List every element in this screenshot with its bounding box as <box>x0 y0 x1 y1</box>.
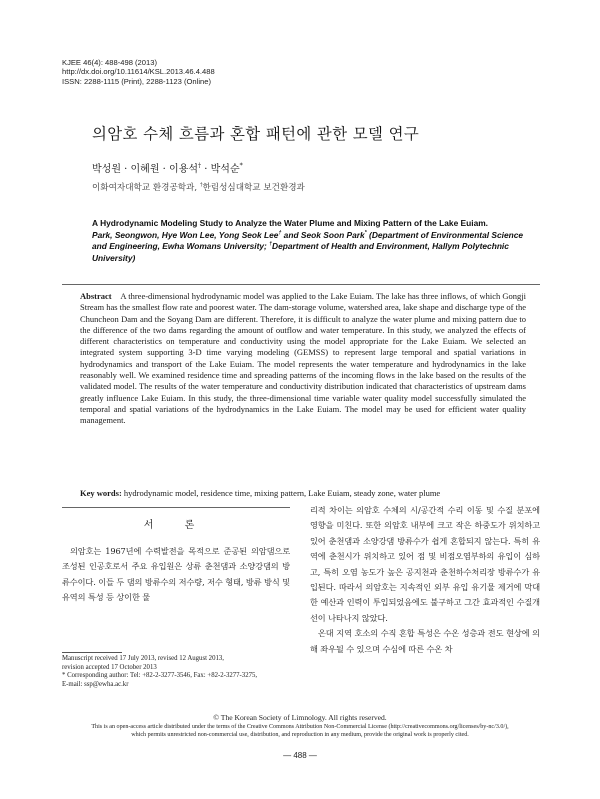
license-line: which permits unrestricted non-commercial use, distribution, and reproduction in any medium, provide the original work is properly cited. <box>131 732 469 739</box>
footnote-line: E-mail: ssp@ewha.ac.kr <box>62 680 129 688</box>
intro-top-rule <box>62 507 290 508</box>
paper-title-english: A Hydrodynamic Modeling Study to Analyze the Water Plume and Mixing Pattern of the Lake Euiam. <box>92 218 489 228</box>
doi-link[interactable]: http://dx.doi.org/10.11614/KSL.2013.46.4.488 <box>62 67 215 77</box>
author-names: 박성원 · 이혜원 · 이용석 <box>92 164 199 175</box>
footnote <box>62 655 302 689</box>
corresponding-mark: * <box>239 162 243 170</box>
issn-line: ISSN: 2288-1115 (Print), 2288-1123 (Online) <box>62 76 212 86</box>
authors-english <box>92 230 532 265</box>
dagger-mark: † <box>198 162 202 170</box>
intro-paragraph-continued: 리적 차이는 의암호 수체의 시/공간적 수리 이동 및 수질 분포에 영향을 미친다. 또한 의암호 내부에 크고 작은 하중도가 위치하고 있어 춘천댐과 소양강댐 방류수가 쉽게 혼합되지 않는다. 특히 유역에 춘천시가 위치하고 있어 점 및 비점오염부하의 유입이 심하고, 특히 오염 농도가 높은 공지천과 춘천하수처리장 방류수가 유입된다. 따라서 의암호는 지속적인 외부 유입 유기물 제거에 막대한 예산과 인력이 투입되었음에도 불구하고 그간 효과적인 수질개선이 나타나지 않았다. <box>310 505 540 623</box>
right-column <box>310 503 540 657</box>
affiliation-korean <box>92 181 305 193</box>
abstract-label: Abstract <box>80 291 112 301</box>
section-title-introduction: 서 론 <box>143 520 209 531</box>
dagger-mark: † <box>269 241 273 248</box>
english-title-block <box>92 218 532 264</box>
corresponding-mark: * <box>364 229 367 236</box>
intro-paragraph-2: 온대 지역 호소의 수직 혼합 특성은 수온 성층과 전도 현상에 의해 좌우될 수 있으며 수심에 따른 수온 차 <box>310 628 540 654</box>
license-block <box>30 713 570 739</box>
intro-paragraph-1: 의암호는 1967년에 수력발전을 목적으로 준공된 의암댐으로 조성된 인공호로서 주요 유입원은 상류 춘천댐과 소양강댐의 방류수이다. 이들 두 댐의 방류수의 저수량, 저수 형태, 방류 방식 및 유역의 특성 등 상이한 물 <box>62 546 290 603</box>
authors-korean <box>92 160 243 175</box>
footnote-line: Manuscript received 17 July 2013, revised 12 August 2013, <box>62 655 224 662</box>
keywords-label: Key words: <box>80 488 122 498</box>
left-column <box>62 544 290 606</box>
journal-header <box>62 58 215 86</box>
affiliation-b: 한림성심대학교 보건환경과 <box>202 183 305 193</box>
keywords <box>80 488 526 499</box>
paper-title-korean: 의암호 수체 흐름과 혼합 패턴에 관한 모델 연구 <box>92 125 420 143</box>
affiliation-a: 이화여자대학교 환경공학과, <box>92 183 200 193</box>
department-2: Department of Health and Environment, Hallym Polytechnic University) <box>92 241 509 263</box>
journal-citation: KJEE 46(4): 488-498 (2013) <box>62 58 157 67</box>
footnote-rule <box>62 652 122 653</box>
authors-english-b: and Seok Soon Park <box>281 229 365 240</box>
department-1: (Department of Environmental Science and Engineering, Ewha Womans University; <box>92 229 524 252</box>
dagger-mark: † <box>278 229 282 236</box>
footnote-line: * Corresponding author: Tel: +82-2-3277-3546, Fax: +82-2-3277-3275, <box>62 672 258 680</box>
authors-english-a: Park, Seongwon, Hye Won Lee, Yong Seok Lee <box>92 229 279 240</box>
footnote-line: revision accepted 17 October 2013 <box>62 663 157 671</box>
abstract <box>80 291 526 427</box>
copyright-line: © The Korean Society of Limnology. All rights reserved. <box>213 713 387 722</box>
dagger-mark: † <box>199 182 203 189</box>
abstract-text: A three-dimensional hydrodynamic model was applied to the Lake Euiam. The lake has three inflows, of which Gongji Stream has the smallest flow rate and poorest water. The dam-storage volume, watershed area, lake shape and discharge type of the Chuncheon Dam and the Soyang Dam are different. Therefore, it is difficult to analyze the water plume and mixing pattern due to the difference of the two dams regarding the amount of outflow and water temperature. In this study, we analyzed the effects of different characteristics on temperature and conductivity using the model appropriate for the Lake Euiam. We selected an integrated system supporting 3-D time varying modeling (GEMSS) to represent large temporal and spatial variations in hydrodynamics and transport of the Lake Euiam. The model represents the water temperature and hydrodynamics in the lake reasonably well. We examined residence time and spreading patterns of the incoming flows in the lake based on the results of the validated model. The results of the water temperature and conductivity distribution indicated that characteristics of upstream dams greatly influence Lake Euiam. In this study, the three-dimensional time variable water quality model successfully simulated the temporal and spatial variations of the hydrodynamics in the Lake Euiam. The model may be used for efficient water quality management. <box>80 291 527 426</box>
license-line: This is an open-access article distributed under the terms of the Creative Commons Attribution Non-Commercial License (http://creativecommons.org/licenses/by-nc/3.0/), <box>91 724 509 730</box>
page-number: — 488 — <box>283 751 317 760</box>
keywords-text: hydrodynamic model, residence time, mixing pattern, Lake Euiam, steady zone, water plume <box>121 488 441 498</box>
author-names-tail: · 박석순 <box>201 164 240 175</box>
abstract-top-rule <box>62 284 540 285</box>
